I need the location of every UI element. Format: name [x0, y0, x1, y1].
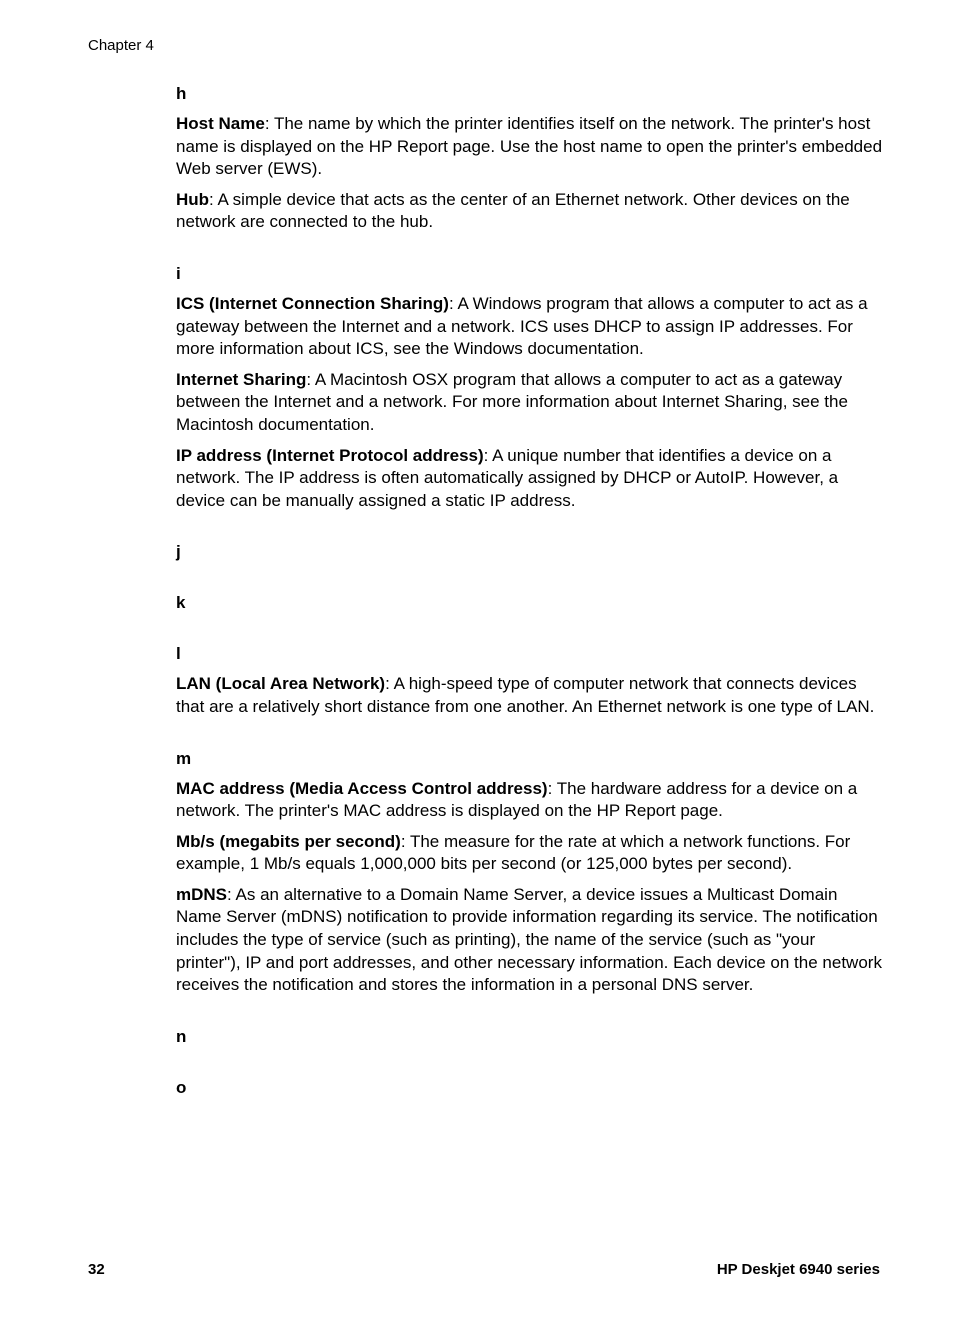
section-letter: h — [176, 84, 187, 103]
glossary-entry — [176, 445, 884, 513]
glossary-definition: : The hardware address for a device on a network. The printer's MAC address is displayed on the HP Report page. — [176, 778, 858, 821]
section-letter: i — [176, 263, 181, 283]
glossary-term: Mb/s (megabits per second) — [176, 831, 401, 851]
glossary-section-i — [176, 263, 884, 512]
glossary-term: LAN (Local Area Network) — [176, 674, 386, 694]
glossary-entry — [176, 293, 884, 361]
section-letter: o — [176, 1077, 187, 1097]
glossary-definition: : A Macintosh OSX program that allows a computer to act as a gateway between the Internet and a network. For more information about Internet Sharing, see the Macintosh documentation. — [176, 369, 848, 434]
glossary-entry — [176, 189, 884, 234]
glossary-section-m — [176, 748, 884, 997]
glossary-section-h — [176, 83, 884, 234]
glossary-section-n — [176, 1026, 884, 1048]
glossary-term: Host Name — [176, 114, 265, 133]
glossary-entry — [176, 369, 884, 437]
product-name: HP Deskjet 6940 series — [716, 1261, 880, 1278]
glossary-entry — [176, 113, 884, 181]
page-number: 32 — [88, 1261, 105, 1278]
glossary-entry — [176, 831, 884, 876]
glossary-term: Hub — [176, 189, 210, 209]
glossary-section-k — [176, 592, 884, 614]
section-letter: k — [176, 593, 186, 613]
glossary-entry — [176, 884, 884, 997]
glossary-term: MAC address (Media Access Control address) — [176, 778, 548, 798]
glossary-definition: : A unique number that identifies a device on a network. The IP address is often automatically assigned by DHCP or AutoIP. However, a device can be manually assigned a static IP address. — [176, 445, 839, 510]
glossary-entry — [176, 673, 884, 718]
glossary-term: ICS (Internet Connection Sharing) — [176, 293, 449, 313]
glossary-content — [176, 83, 884, 1128]
section-letter: n — [176, 1026, 187, 1046]
glossary-term: Internet Sharing — [176, 369, 307, 389]
glossary-term: mDNS — [176, 884, 228, 904]
glossary-definition: : As an alternative to a Domain Name Server, a device issues a Multicast Domain Name Server (mDNS) notification to provide information regarding its service. The notification includes the type of service (such as printing), the name of the service (such as "your printer"), IP and port addresses, and other necessary information. Each device on the network receives the notification and stores the information in a personal DNS server. — [176, 884, 882, 995]
glossary-definition: : A Windows program that allows a computer to act as a gateway between the Internet and a network. ICS uses DHCP to assign IP addresses. For more information about ICS, see the Windows documentation. — [176, 293, 868, 359]
glossary-term: IP address (Internet Protocol address) — [176, 445, 484, 465]
glossary-entry — [176, 778, 884, 823]
glossary-definition: : A simple device that acts as the center of an Ethernet network. Other devices on the network are connected to the hub. — [176, 189, 850, 232]
glossary-definition: : The measure for the rate at which a network functions. For example, 1 Mb/s equals 1,000,000 bits per second (or 125,000 bytes per second). — [176, 831, 851, 874]
glossary-section-o — [176, 1077, 884, 1099]
glossary-section-j — [176, 541, 884, 563]
chapter-header: Chapter 4 — [88, 37, 154, 54]
section-letter: m — [176, 748, 192, 768]
glossary-section-l — [176, 643, 884, 718]
glossary-definition: : The name by which the printer identifies itself on the network. The printer's host name is displayed on the HP Report page. Use the host name to open the printer's embedded Web server (EWS). — [176, 114, 883, 179]
glossary-definition: : A high-speed type of computer network that connects devices that are a relatively short distance from one another. An Ethernet network is one type of LAN. — [176, 674, 875, 716]
section-letter: l — [176, 644, 181, 664]
section-letter: j — [176, 542, 181, 562]
